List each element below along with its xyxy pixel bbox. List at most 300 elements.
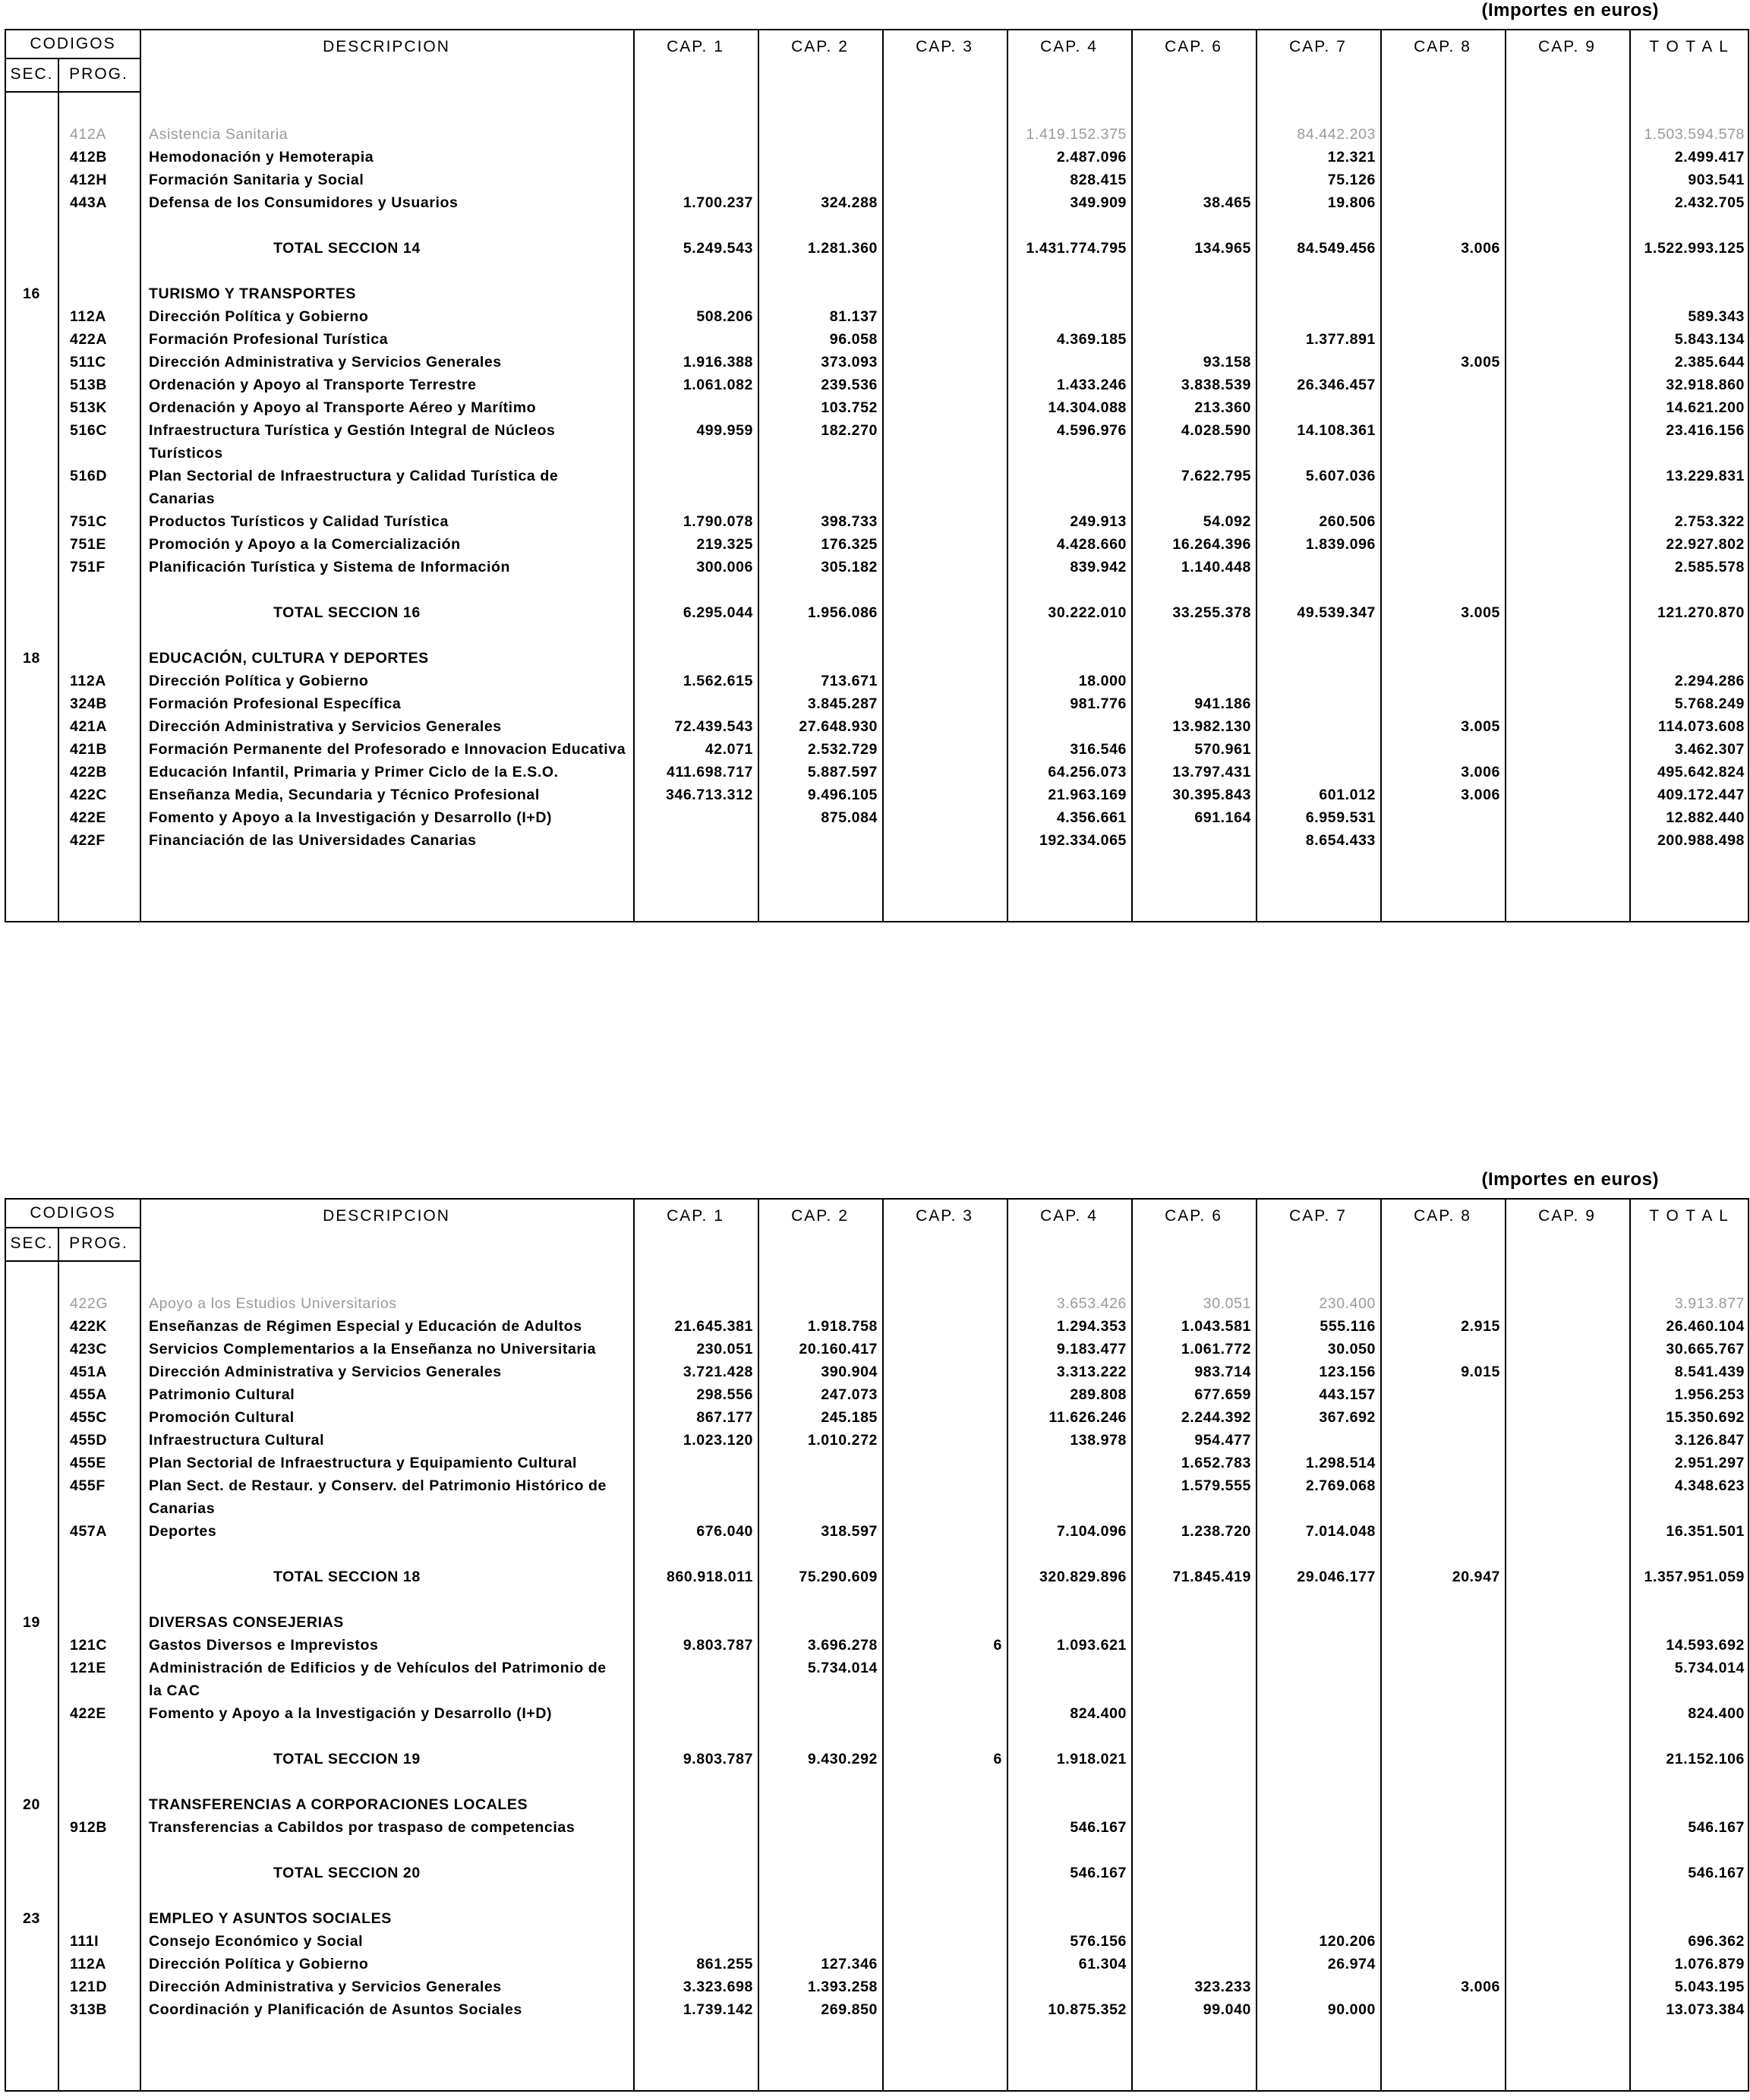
table-row xyxy=(6,784,1748,806)
cap-4-value: 64.256.073 xyxy=(1048,764,1127,780)
cap-7-value: 49.539.347 xyxy=(1297,604,1376,621)
header-cap-4: CAP. 4 xyxy=(1040,38,1098,55)
row-description: Ordenación y Apoyo al Transporte Terrestre xyxy=(149,377,477,393)
table-row xyxy=(6,829,1748,852)
row-description: Ordenación y Apoyo al Transporte Aéreo y Marítimo xyxy=(149,399,537,416)
row-description: Plan Sectorial de Infraestructura y Calidad Turística de xyxy=(149,468,559,484)
cap-1-value: 3.323.698 xyxy=(683,1979,753,1995)
row-description-continuation: la CAC xyxy=(149,1682,200,1699)
cap-8-value: 3.006 xyxy=(1461,764,1500,780)
row-description: EDUCACIÓN, CULTURA Y DEPORTES xyxy=(149,650,429,667)
cap-4-value: 981.776 xyxy=(1070,695,1127,712)
row-total-value: 16.351.501 xyxy=(1666,1523,1745,1540)
section-header-row xyxy=(6,1793,1748,1816)
row-description: Formación Permanente del Profesorado e Innovacion Educativa xyxy=(149,741,626,758)
cap-7-value: 12.321 xyxy=(1327,149,1376,166)
cap-6-value: 33.255.378 xyxy=(1172,604,1251,621)
row-description: Apoyo a los Estudios Universitarios xyxy=(149,1295,397,1312)
row-total-value: 3.462.307 xyxy=(1674,741,1745,758)
row-total-value: 121.270.870 xyxy=(1657,604,1745,621)
cap-7-value: 367.692 xyxy=(1319,1409,1376,1426)
row-total-value: 1.357.951.059 xyxy=(1644,1569,1745,1585)
cap-4-value: 316.546 xyxy=(1070,741,1127,758)
row-total-value: 5.734.014 xyxy=(1674,1660,1745,1676)
cap-6-value: 323.233 xyxy=(1194,1979,1251,1995)
row-total-value: 3.913.877 xyxy=(1674,1295,1745,1312)
row-total-value: 12.882.440 xyxy=(1666,809,1745,826)
cap-2-value: 1.393.258 xyxy=(807,1979,878,1995)
cap-6-value: 570.961 xyxy=(1194,741,1251,758)
row-total-value: 696.362 xyxy=(1688,1933,1745,1950)
cap-4-value: 11.626.246 xyxy=(1048,1409,1127,1426)
program-code: 112A xyxy=(70,673,106,689)
cap-4-value: 4.428.660 xyxy=(1056,536,1127,553)
cap-1-value: 676.040 xyxy=(696,1523,753,1540)
table-row xyxy=(6,1816,1748,1839)
table-row xyxy=(6,1520,1748,1543)
cap-6-value: 941.186 xyxy=(1194,695,1251,712)
cap-2-value: 398.733 xyxy=(821,513,878,530)
cap-8-value: 3.006 xyxy=(1461,787,1500,803)
header-cap-7: CAP. 8 xyxy=(1414,1207,1471,1225)
cap-2-value: 875.084 xyxy=(821,809,878,826)
cap-8-value: 20.947 xyxy=(1452,1569,1500,1585)
program-code: 121E xyxy=(70,1660,106,1676)
row-total-value: 546.167 xyxy=(1688,1819,1745,1836)
row-description: TOTAL SECCION 14 xyxy=(273,240,421,257)
cap-4-value: 18.000 xyxy=(1078,673,1127,689)
cap-7-value: 260.506 xyxy=(1319,513,1376,530)
cap-4-value: 7.104.096 xyxy=(1056,1523,1127,1540)
row-description: Asistencia Sanitaria xyxy=(149,126,289,143)
table-row xyxy=(6,806,1748,829)
cap-4-value: 3.313.222 xyxy=(1056,1364,1127,1380)
table-row xyxy=(6,510,1748,533)
table-row xyxy=(6,351,1748,374)
row-total-value: 30.665.767 xyxy=(1666,1341,1745,1357)
cap-6-value: 1.140.448 xyxy=(1181,559,1251,575)
header-cap-4: CAP. 4 xyxy=(1040,1207,1098,1225)
row-total-value: 22.927.802 xyxy=(1666,536,1745,553)
table-row xyxy=(6,305,1748,328)
header-prog: PROG. xyxy=(69,1234,128,1252)
cap-1-value: 867.177 xyxy=(696,1409,753,1426)
cap-1-value: 5.249.543 xyxy=(683,240,753,257)
row-description: Formación Profesional Turística xyxy=(149,331,389,348)
table-row xyxy=(6,715,1748,738)
program-code: 422E xyxy=(70,1705,106,1722)
program-code: 412B xyxy=(70,149,108,166)
row-description: Promoción Cultural xyxy=(149,1409,295,1426)
cap-4-value: 1.433.246 xyxy=(1056,377,1127,393)
row-description: Deportes xyxy=(149,1523,217,1540)
row-description: Dirección Política y Gobierno xyxy=(149,308,369,325)
cap-4-value: 192.334.065 xyxy=(1039,832,1127,849)
cap-1-value: 860.918.011 xyxy=(667,1569,753,1585)
header-descripcion: DESCRIPCION xyxy=(323,38,450,55)
cap-1-value: 861.255 xyxy=(696,1956,753,1972)
header-divider xyxy=(6,91,140,93)
cap-1-value: 6.295.044 xyxy=(683,604,753,621)
header-codigos: CODIGOS xyxy=(30,35,116,52)
row-description: Dirección Administrativa y Servicios Generales xyxy=(149,1979,502,1995)
program-code: 422K xyxy=(70,1318,108,1335)
cap-6-value: 30.051 xyxy=(1203,1295,1251,1312)
cap-7-value: 26.974 xyxy=(1327,1956,1376,1972)
section-total-row xyxy=(6,1862,1748,1884)
row-total-value: 1.503.594.578 xyxy=(1644,126,1745,143)
row-description: Servicios Complementarios a la Enseñanza no Universitaria xyxy=(149,1341,597,1357)
cap-2-value: 9.496.105 xyxy=(807,787,878,803)
program-code: 111I xyxy=(70,1933,99,1950)
header-total: T O T A L xyxy=(1649,38,1730,55)
program-code: 451A xyxy=(70,1364,108,1380)
cap-6-value: 13.982.130 xyxy=(1172,718,1251,735)
header-cap-6: CAP. 7 xyxy=(1289,1207,1347,1225)
row-description: EMPLEO Y ASUNTOS SOCIALES xyxy=(149,1910,392,1927)
cap-4-value: 138.978 xyxy=(1070,1432,1127,1449)
cap-8-value: 3.006 xyxy=(1461,1979,1500,1995)
cap-1-value: 3.721.428 xyxy=(683,1364,753,1380)
cap-8-value: 9.015 xyxy=(1461,1364,1500,1380)
program-code: 513B xyxy=(70,377,108,393)
header-divider xyxy=(6,1227,140,1228)
header-cap-3: CAP. 3 xyxy=(916,38,973,55)
row-description-continuation: Canarias xyxy=(149,490,216,507)
cap-6-value: 677.659 xyxy=(1194,1386,1251,1403)
cap-1-value: 411.698.717 xyxy=(667,764,753,780)
row-description: Defensa de los Consumidores y Usuarios xyxy=(149,194,459,211)
cap-6-value: 1.061.772 xyxy=(1181,1341,1251,1357)
cap-6-value: 71.845.419 xyxy=(1172,1569,1251,1585)
table-row xyxy=(6,738,1748,761)
cap-4-value: 546.167 xyxy=(1070,1865,1127,1881)
cap-1-value: 1.790.078 xyxy=(683,513,753,530)
cap-7-value: 29.046.177 xyxy=(1297,1569,1376,1585)
header-cap-7: CAP. 8 xyxy=(1414,38,1471,55)
cap-2-value: 245.185 xyxy=(821,1409,878,1426)
row-description: Promoción y Apoyo a la Comercialización xyxy=(149,536,461,553)
cap-6-value: 983.714 xyxy=(1194,1364,1251,1380)
cap-6-value: 38.465 xyxy=(1203,194,1251,211)
header-sec: SEC. xyxy=(10,1234,54,1252)
cap-2-value: 1.281.360 xyxy=(807,240,878,257)
program-code: 324B xyxy=(70,695,108,712)
cap-2-value: 176.325 xyxy=(821,536,878,553)
row-total-value: 824.400 xyxy=(1688,1705,1745,1722)
row-description: Gastos Diversos e Imprevistos xyxy=(149,1637,379,1654)
cap-1-value: 1.023.120 xyxy=(683,1432,753,1449)
cap-7-value: 1.298.514 xyxy=(1305,1455,1376,1471)
cap-2-value: 318.597 xyxy=(821,1523,878,1540)
cap-7-value: 30.050 xyxy=(1327,1341,1376,1357)
program-code: 455F xyxy=(70,1477,106,1494)
cap-6-value: 954.477 xyxy=(1194,1432,1251,1449)
row-total-value: 3.126.847 xyxy=(1674,1432,1745,1449)
program-code: 121C xyxy=(70,1637,108,1654)
cap-6-value: 1.652.783 xyxy=(1181,1455,1251,1471)
program-code: 443A xyxy=(70,194,108,211)
row-description: TOTAL SECCION 19 xyxy=(273,1751,421,1767)
row-total-value: 13.229.831 xyxy=(1666,468,1745,484)
cap-2-value: 390.904 xyxy=(821,1364,878,1380)
row-description: Patrimonio Cultural xyxy=(149,1386,295,1403)
cap-6-value: 4.028.590 xyxy=(1181,422,1251,439)
program-code: 513K xyxy=(70,399,108,416)
cap-2-value: 5.734.014 xyxy=(807,1660,878,1676)
cap-7-value: 2.769.068 xyxy=(1305,1477,1376,1494)
cap-4-value: 10.875.352 xyxy=(1048,2001,1127,2018)
table-row xyxy=(6,1361,1748,1383)
cap-2-value: 373.093 xyxy=(821,354,878,370)
cap-1-value: 508.206 xyxy=(696,308,753,325)
cap-6-value: 134.965 xyxy=(1194,240,1251,257)
header-cap-1: CAP. 1 xyxy=(667,1207,724,1225)
cap-4-value: 824.400 xyxy=(1070,1705,1127,1722)
program-code: 516C xyxy=(70,422,108,439)
row-total-value: 2.951.297 xyxy=(1674,1455,1745,1471)
table-row xyxy=(6,533,1748,556)
row-total-value: 495.642.824 xyxy=(1657,764,1745,780)
cap-4-value: 4.356.661 xyxy=(1056,809,1127,826)
cap-1-value: 1.739.142 xyxy=(683,2001,753,2018)
row-description: Administración de Edificios y de Vehículos del Patrimonio de xyxy=(149,1660,607,1676)
program-code: 313B xyxy=(70,2001,108,2018)
table-row xyxy=(6,1452,1748,1474)
cap-2-value: 239.536 xyxy=(821,377,878,393)
header-sec: SEC. xyxy=(10,65,54,83)
cap-1-value: 230.051 xyxy=(696,1341,753,1357)
row-total-value: 1.956.253 xyxy=(1674,1386,1745,1403)
cap-1-value: 300.006 xyxy=(696,559,753,575)
program-code: 422F xyxy=(70,832,106,849)
cap-7-value: 120.206 xyxy=(1319,1933,1376,1950)
cap-6-value: 1.579.555 xyxy=(1181,1477,1251,1494)
header-cap-2: CAP. 2 xyxy=(791,1207,849,1225)
cap-2-value: 81.137 xyxy=(829,308,878,325)
cap-8-value: 3.006 xyxy=(1461,240,1500,257)
cap-6-value: 99.040 xyxy=(1203,2001,1251,2018)
table-row xyxy=(6,191,1748,214)
program-code: 751C xyxy=(70,513,108,530)
row-description: TOTAL SECCION 18 xyxy=(273,1569,421,1585)
row-total-value: 114.073.608 xyxy=(1658,718,1745,735)
row-total-value: 2.294.286 xyxy=(1674,673,1745,689)
program-code: 455A xyxy=(70,1386,108,1403)
table-row xyxy=(6,328,1748,351)
header-cap-8: CAP. 9 xyxy=(1538,1207,1596,1225)
program-code: 422G xyxy=(70,1295,109,1312)
cap-2-value: 3.845.287 xyxy=(807,695,878,712)
row-description: Formación Sanitaria y Social xyxy=(149,172,364,188)
cap-7-value: 1.377.891 xyxy=(1305,331,1376,348)
cap-6-value: 30.395.843 xyxy=(1172,787,1251,803)
cap-2-value: 96.058 xyxy=(829,331,878,348)
cap-4-value: 4.369.185 xyxy=(1056,331,1127,348)
row-description-continuation: Canarias xyxy=(149,1500,216,1517)
cap-7-value: 1.839.096 xyxy=(1305,536,1376,553)
cap-4-value: 3.653.426 xyxy=(1056,1295,1127,1312)
header-cap-5: CAP. 6 xyxy=(1165,1207,1222,1225)
program-code: 751F xyxy=(70,559,106,575)
cap-8-value: 3.005 xyxy=(1461,354,1500,370)
section-code: 16 xyxy=(23,285,40,302)
cap-7-value: 123.156 xyxy=(1319,1364,1376,1380)
table-row xyxy=(6,692,1748,715)
units-label: (Importes en euros) xyxy=(1481,1169,1659,1190)
section-total-row xyxy=(6,237,1748,260)
cap-4-value: 1.093.621 xyxy=(1056,1637,1127,1654)
table-row xyxy=(6,1998,1748,2021)
row-total-value: 2.499.417 xyxy=(1674,149,1745,166)
program-code: 422C xyxy=(70,787,108,803)
row-description: Enseñanza Media, Secundaria y Técnico Profesional xyxy=(149,787,540,803)
program-code: 421A xyxy=(70,718,108,735)
budget-table-panel-1 xyxy=(0,0,1750,941)
program-code: 422A xyxy=(70,331,108,348)
cap-6-value: 691.164 xyxy=(1194,809,1251,826)
row-description: Dirección Administrativa y Servicios Generales xyxy=(149,1364,502,1380)
row-total-value: 4.348.623 xyxy=(1674,1477,1745,1494)
header-divider xyxy=(6,1260,140,1262)
cap-7-value: 75.126 xyxy=(1327,172,1376,188)
table-row xyxy=(6,123,1748,146)
cap-7-value: 84.442.203 xyxy=(1297,126,1376,143)
cap-8-value: 2.915 xyxy=(1461,1318,1500,1335)
cap-7-value: 14.108.361 xyxy=(1297,422,1376,439)
budget-table-panel-2 xyxy=(0,1169,1750,2095)
header-codigos: CODIGOS xyxy=(30,1204,116,1222)
cap-4-value: 14.304.088 xyxy=(1048,399,1127,416)
header-cap-1: CAP. 1 xyxy=(667,38,724,55)
row-total-value: 1.522.993.125 xyxy=(1644,240,1745,257)
table-row xyxy=(6,1406,1748,1429)
row-description: Dirección Administrativa y Servicios Generales xyxy=(149,354,502,370)
cap-4-value: 21.963.169 xyxy=(1048,787,1127,803)
program-code: 422B xyxy=(70,764,108,780)
row-description: Formación Profesional Específica xyxy=(149,695,402,712)
section-code: 20 xyxy=(23,1796,40,1813)
program-code: 421B xyxy=(70,741,108,758)
cap-4-value: 4.596.976 xyxy=(1056,422,1127,439)
cap-4-value: 9.183.477 xyxy=(1056,1341,1127,1357)
header-prog: PROG. xyxy=(69,65,128,83)
cap-2-value: 1.918.758 xyxy=(807,1318,878,1335)
row-total-value: 26.460.104 xyxy=(1666,1318,1745,1335)
section-total-row xyxy=(6,1748,1748,1770)
cap-8-value: 3.005 xyxy=(1461,604,1500,621)
table-row xyxy=(6,1702,1748,1725)
row-total-value: 23.416.156 xyxy=(1666,422,1745,439)
cap-2-value: 75.290.609 xyxy=(799,1569,878,1585)
row-description-continuation: Turísticos xyxy=(149,445,223,462)
cap-7-value: 7.014.048 xyxy=(1305,1523,1376,1540)
cap-2-value: 20.160.417 xyxy=(799,1341,878,1357)
header-descripcion: DESCRIPCION xyxy=(323,1207,450,1225)
program-code: 121D xyxy=(70,1979,108,1995)
table-row xyxy=(6,396,1748,419)
row-total-value: 8.541.439 xyxy=(1674,1364,1745,1380)
cap-1-value: 1.061.082 xyxy=(683,377,753,393)
cap-3-value: 6 xyxy=(993,1637,1002,1654)
section-header-row xyxy=(6,1907,1748,1930)
row-total-value: 5.043.195 xyxy=(1674,1979,1745,1995)
table-row xyxy=(6,1930,1748,1953)
row-total-value: 5.768.249 xyxy=(1674,695,1745,712)
table-row xyxy=(6,1429,1748,1452)
cap-7-value: 6.959.531 xyxy=(1305,809,1376,826)
table-row xyxy=(6,374,1748,396)
table-row xyxy=(6,1315,1748,1338)
row-description: Hemodonación y Hemoterapia xyxy=(149,149,374,166)
row-description: Coordinación y Planificación de Asuntos Sociales xyxy=(149,2001,522,2018)
row-description: Transferencias a Cabildos por traspaso de competencias xyxy=(149,1819,575,1836)
row-description: TOTAL SECCION 16 xyxy=(273,604,421,621)
cap-2-value: 1.956.086 xyxy=(807,604,878,621)
cap-6-value: 13.797.431 xyxy=(1172,764,1251,780)
cap-7-value: 601.012 xyxy=(1319,787,1376,803)
cap-7-value: 84.549.456 xyxy=(1297,240,1376,257)
cap-2-value: 9.430.292 xyxy=(807,1751,878,1767)
cap-2-value: 713.671 xyxy=(821,673,878,689)
cap-1-value: 9.803.787 xyxy=(683,1637,753,1654)
cap-2-value: 1.010.272 xyxy=(807,1432,878,1449)
row-total-value: 2.385.644 xyxy=(1674,354,1745,370)
section-header-row xyxy=(6,282,1748,305)
header-cap-6: CAP. 7 xyxy=(1289,38,1347,55)
cap-1-value: 1.700.237 xyxy=(683,194,753,211)
section-code: 18 xyxy=(23,650,40,667)
cap-8-value: 3.005 xyxy=(1461,718,1500,735)
cap-1-value: 21.645.381 xyxy=(674,1318,753,1335)
row-description: Enseñanzas de Régimen Especial y Educación de Adultos xyxy=(149,1318,582,1335)
row-total-value: 5.843.134 xyxy=(1674,331,1745,348)
cap-4-value: 30.222.010 xyxy=(1048,604,1127,621)
row-total-value: 2.753.322 xyxy=(1674,513,1745,530)
header-cap-2: CAP. 2 xyxy=(791,38,849,55)
program-code: 912B xyxy=(70,1819,108,1836)
cap-1-value: 346.713.312 xyxy=(665,787,753,803)
cap-4-value: 828.415 xyxy=(1070,172,1127,188)
cap-6-value: 1.043.581 xyxy=(1181,1318,1251,1335)
table-row xyxy=(6,1657,1748,1679)
row-total-value: 32.918.860 xyxy=(1666,377,1745,393)
cap-6-value: 7.622.795 xyxy=(1181,468,1251,484)
cap-2-value: 27.648.930 xyxy=(799,718,878,735)
cap-6-value: 213.360 xyxy=(1194,399,1251,416)
table-row xyxy=(6,146,1748,169)
table-row xyxy=(6,556,1748,579)
cap-1-value: 1.562.615 xyxy=(683,673,753,689)
row-description: Infraestructura Turística y Gestión Integral de Núcleos xyxy=(149,422,556,439)
program-code: 455C xyxy=(70,1409,108,1426)
cap-6-value: 93.158 xyxy=(1203,354,1251,370)
budget-table xyxy=(5,29,1749,922)
row-description: Productos Turísticos y Calidad Turística xyxy=(149,513,449,530)
row-total-value: 15.350.692 xyxy=(1666,1409,1745,1426)
program-code: 422E xyxy=(70,809,106,826)
row-description: Dirección Política y Gobierno xyxy=(149,673,369,689)
row-description: Infraestructura Cultural xyxy=(149,1432,325,1449)
cap-4-value: 1.294.353 xyxy=(1056,1318,1127,1335)
cap-2-value: 2.532.729 xyxy=(807,741,878,758)
cap-7-value: 5.607.036 xyxy=(1305,468,1376,484)
table-row xyxy=(6,465,1748,487)
cap-2-value: 3.696.278 xyxy=(807,1637,878,1654)
cap-2-value: 127.346 xyxy=(821,1956,878,1972)
cap-6-value: 2.244.392 xyxy=(1181,1409,1251,1426)
row-description: TURISMO Y TRANSPORTES xyxy=(149,285,356,302)
